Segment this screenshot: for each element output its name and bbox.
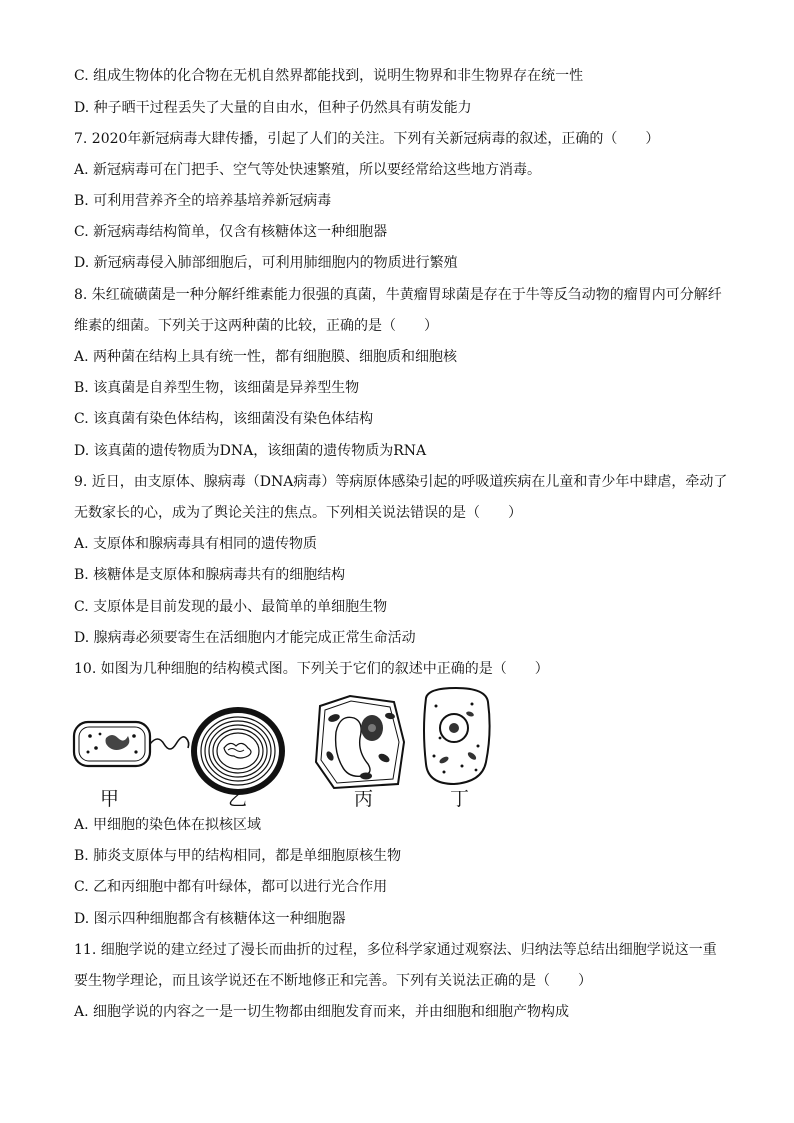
q9-option-d: D. 腺病毒必须要寄生在活细胞内才能完成正常生命活动 <box>74 630 416 646</box>
q9-stem-line1: 9. 近日，由支原体、腺病毒（DNA病毒）等病原体感染引起的呼吸道疾病在儿童和青少年中肆虐，牵动了 <box>74 474 728 490</box>
q9-stem-line2: 无数家长的心，成为了舆论关注的焦点。下列相关说法错误的是（ ） <box>74 505 522 521</box>
q6-option-d: D. 种子晒干过程丢失了大量的自由水，但种子仍然具有萌发能力 <box>74 100 472 116</box>
figure-label-jia: 甲 <box>100 788 120 810</box>
q10-stem: 10. 如图为几种细胞的结构模式图。下列关于它们的叙述中正确的是（ ） <box>74 661 549 677</box>
q7-option-c: C. 新冠病毒结构简单，仅含有核糖体这一种细胞器 <box>74 224 388 240</box>
q10-option-a: A. 甲细胞的染色体在拟核区域 <box>74 817 262 833</box>
q7-option-d: D. 新冠病毒侵入肺部细胞后，可利用肺细胞内的物质进行繁殖 <box>74 255 458 271</box>
q11-option-a: A. 细胞学说的内容之一是一切生物都由细胞发育而来，并由细胞和细胞产物构成 <box>74 1004 570 1020</box>
q8-stem-line1: 8. 朱红硫磺菌是一种分解纤维素能力很强的真菌，牛黄瘤胃球菌是存在于牛等反刍动物的瘤胃内可分解纤 <box>74 287 722 303</box>
q7-stem: 7. 2020年新冠病毒大肆传播，引起了人们的关注。下列有关新冠病毒的叙述，正确的（ ） <box>74 131 660 147</box>
concentric-cell-image <box>188 704 288 798</box>
q11-stem-line1: 11. 细胞学说的建立经过了漫长而曲折的过程，多位科学家通过观察法、归纳法等总结出细胞学说这一重 <box>74 942 717 958</box>
q8-stem-line2: 维素的细菌。下列关于这两种菌的比较，正确的是（ ） <box>74 318 438 334</box>
q8-option-b: B. 该真菌是自养型生物，该细菌是异养型生物 <box>74 380 360 396</box>
figure-label-bing: 丙 <box>354 788 374 810</box>
q10-option-d: D. 图示四种细胞都含有核糖体这一种细胞器 <box>74 911 346 927</box>
q8-option-a: A. 两种菌在结构上具有统一性，都有细胞膜、细胞质和细胞核 <box>74 349 458 365</box>
bacterium-cell-image <box>70 718 200 774</box>
q8-option-d: D. 该真菌的遗传物质为DNA，该细菌的遗传物质为RNA <box>74 443 427 459</box>
q11-stem-line2: 要生物学理论，而且该学说还在不断地修正和完善。下列有关说法正确的是（ ） <box>74 973 592 989</box>
q10-option-b: B. 肺炎支原体与甲的结构相同，都是单细胞原核生物 <box>74 848 402 864</box>
plant-cell-image <box>310 692 410 792</box>
figure-label-yi: 乙 <box>228 788 248 810</box>
q9-option-a: A. 支原体和腺病毒具有相同的遗传物质 <box>74 536 318 552</box>
q7-option-b: B. 可利用营养齐全的培养基培养新冠病毒 <box>74 193 332 209</box>
animal-cell-image <box>418 686 494 786</box>
q7-option-a: A. 新冠病毒可在门把手、空气等处快速繁殖，所以要经常给这些地方消毒。 <box>74 162 542 178</box>
q9-option-c: C. 支原体是目前发现的最小、最简单的单细胞生物 <box>74 599 388 615</box>
q9-option-b: B. 核糖体是支原体和腺病毒共有的细胞结构 <box>74 567 346 583</box>
q6-option-c: C. 组成生物体的化合物在无机自然界都能找到，说明生物界和非生物界存在统一性 <box>74 68 584 84</box>
q10-option-c: C. 乙和丙细胞中都有叶绿体，都可以进行光合作用 <box>74 879 388 895</box>
cell-structure-figure <box>70 686 510 816</box>
q8-option-c: C. 该真菌有染色体结构，该细菌没有染色体结构 <box>74 411 374 427</box>
figure-label-ding: 丁 <box>450 788 470 810</box>
